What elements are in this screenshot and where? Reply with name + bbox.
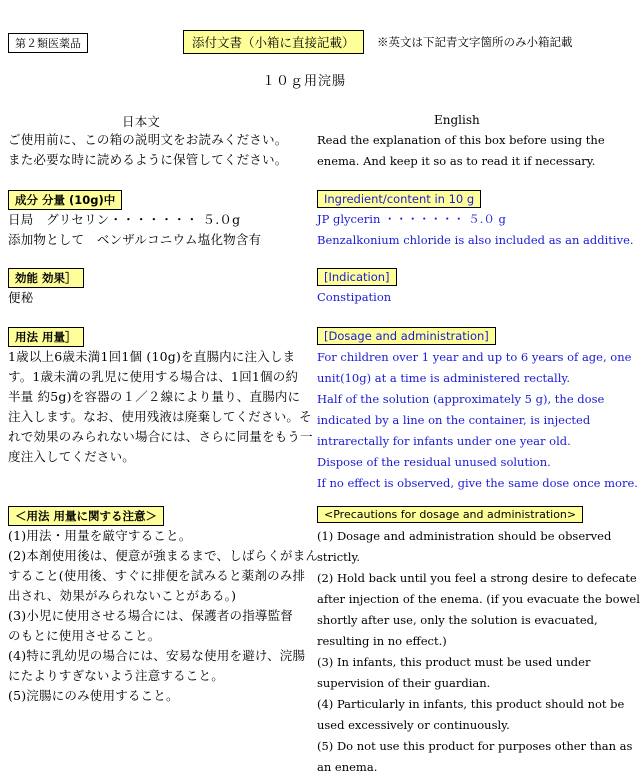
- intro-jp-line: また必要な時に読めるように保管してください。: [8, 152, 288, 167]
- precaution-en-line: shortly after use, only the solution is evacuated,: [317, 613, 598, 627]
- precaution-en-line: an enema.: [317, 760, 378, 774]
- indication-label-jp: 効能 効果］: [8, 268, 84, 288]
- indication-label-en: [Indication]: [317, 268, 397, 286]
- dosage-jp-line: 注入します。なお、使用残液は廃棄してください。そ: [8, 409, 312, 424]
- indication-jp: 便秘: [8, 290, 34, 305]
- dosage-jp-line: す。1歳未満の乳児に使用する場合は、1回1個の約: [8, 369, 299, 384]
- precaution-en-line: (2) Hold back until you feel a strong desire to defecate: [317, 571, 637, 585]
- dosage-jp-line: 1歳以上6歳未満1回1個 (10g)を直腸内に注入しま: [8, 349, 296, 364]
- precaution-en-line: supervision of their guardian.: [317, 676, 491, 690]
- precaution-jp-line: のもとに使用させること。: [8, 628, 161, 643]
- precaution-en-line: (4) Particularly in infants, this product should not be: [317, 697, 625, 711]
- precaution-jp-line: すること(使用後、すぐに排便を試みると薬剤のみ排: [8, 568, 306, 583]
- product-title: １０ｇ用浣腸: [262, 74, 347, 89]
- precautions-jp: [8, 526, 318, 706]
- intro-en-line: Read the explanation of this box before using the: [317, 133, 605, 147]
- dosage-en: [317, 347, 638, 494]
- ingredient-line: JP glycerin ・・・・・・・ ５.０ g: [317, 212, 506, 226]
- precautions-en: [317, 526, 640, 778]
- precaution-jp-line: 出され、効果がみられないことがある。): [8, 588, 237, 603]
- intro-jp: [8, 130, 287, 170]
- english-note: ※英文は下記青文字箇所のみ小箱記載: [377, 35, 573, 49]
- dosage-label-jp: 用法 用量］: [8, 327, 84, 347]
- precaution-jp-line: (1)用法・用量を厳守すること。: [8, 528, 192, 543]
- precaution-en-line: (3) In infants, this product must be used under: [317, 655, 591, 669]
- dosage-en-line: unit(10g) at a time is administered rectally.: [317, 371, 571, 385]
- ingredient-line: 日局 グリセリン・・・・・・・ ５.０g: [8, 212, 241, 227]
- precaution-jp-line: (4)特に乳幼児の場合には、安易な使用を避け、浣腸: [8, 648, 306, 663]
- intro-en-line: enema. And keep it so as to read it if necessary.: [317, 154, 596, 168]
- indication-en: Constipation: [317, 290, 392, 304]
- precaution-en-line: used excessively or continuously.: [317, 718, 510, 732]
- ingredient-line: Benzalkonium chloride is also included as an additive.: [317, 233, 634, 247]
- dosage-en-line: For children over 1 year and up to 6 years of age, one: [317, 350, 632, 364]
- dosage-label-en: [Dosage and administration]: [317, 327, 496, 345]
- english-column-heading: English: [434, 113, 480, 127]
- dosage-en-line: Dispose of the residual unused solution.: [317, 455, 551, 469]
- precaution-jp-line: (5)浣腸にのみ使用すること。: [8, 688, 179, 703]
- dosage-jp-line: 半量 約5g)を容器の１／２線により量り、直腸内に: [8, 389, 301, 404]
- dosage-jp-line: れで効果のみられない場合には、さらに同量をもう一: [8, 429, 313, 444]
- ingredient-line: 添加物として ベンザルコニウム塩化物含有: [8, 232, 262, 247]
- precaution-en-line: (1) Dosage and administration should be observed: [317, 529, 612, 543]
- precaution-jp-line: にたよりすぎないよう注意すること。: [8, 668, 224, 683]
- precaution-en-line: after injection of the enema. (if you evacuate the bowel: [317, 592, 640, 606]
- dosage-en-line: intrarectally for infants under one year old.: [317, 434, 571, 448]
- category-badge: 第２類医薬品: [8, 33, 88, 53]
- dosage-en-line: If no effect is observed, give the same dose once more.: [317, 476, 638, 490]
- ingredients-en: [317, 209, 634, 251]
- precaution-en-line: resulting in no effect.): [317, 634, 447, 648]
- dosage-en-line: Half of the solution (approximately 5 g), the dose: [317, 392, 605, 406]
- ingredients-label-jp: 成分 分量 (10g)中: [8, 190, 122, 210]
- precaution-jp-line: (3)小児に使用させる場合には、保護者の指導監督: [8, 608, 294, 623]
- ingredients-label-en: Ingredient/content in 10 g: [317, 190, 481, 208]
- ingredients-jp: [8, 210, 261, 250]
- intro-en: [317, 130, 605, 172]
- precaution-en-line: (5) Do not use this product for purposes other than as: [317, 739, 633, 753]
- intro-jp-line: ご使用前に、この箱の説明文をお読みください。: [8, 132, 288, 147]
- precaution-jp-line: (2)本剤使用後は、便意が強まるまで、しばらくがまん: [8, 548, 319, 563]
- dosage-jp: [8, 347, 313, 467]
- precautions-label-jp: ＜用法 用量に関する注意＞: [8, 506, 164, 526]
- document-label: 添付文書（小箱に直接記載）: [183, 30, 364, 54]
- precautions-label-en: <Precautions for dosage and administration>: [317, 506, 583, 523]
- japanese-column-heading: 日本文: [122, 114, 161, 129]
- dosage-en-line: indicated by a line on the container, is injected: [317, 413, 591, 427]
- precaution-en-line: strictly.: [317, 550, 361, 564]
- dosage-jp-line: 度注入してください。: [8, 449, 136, 464]
